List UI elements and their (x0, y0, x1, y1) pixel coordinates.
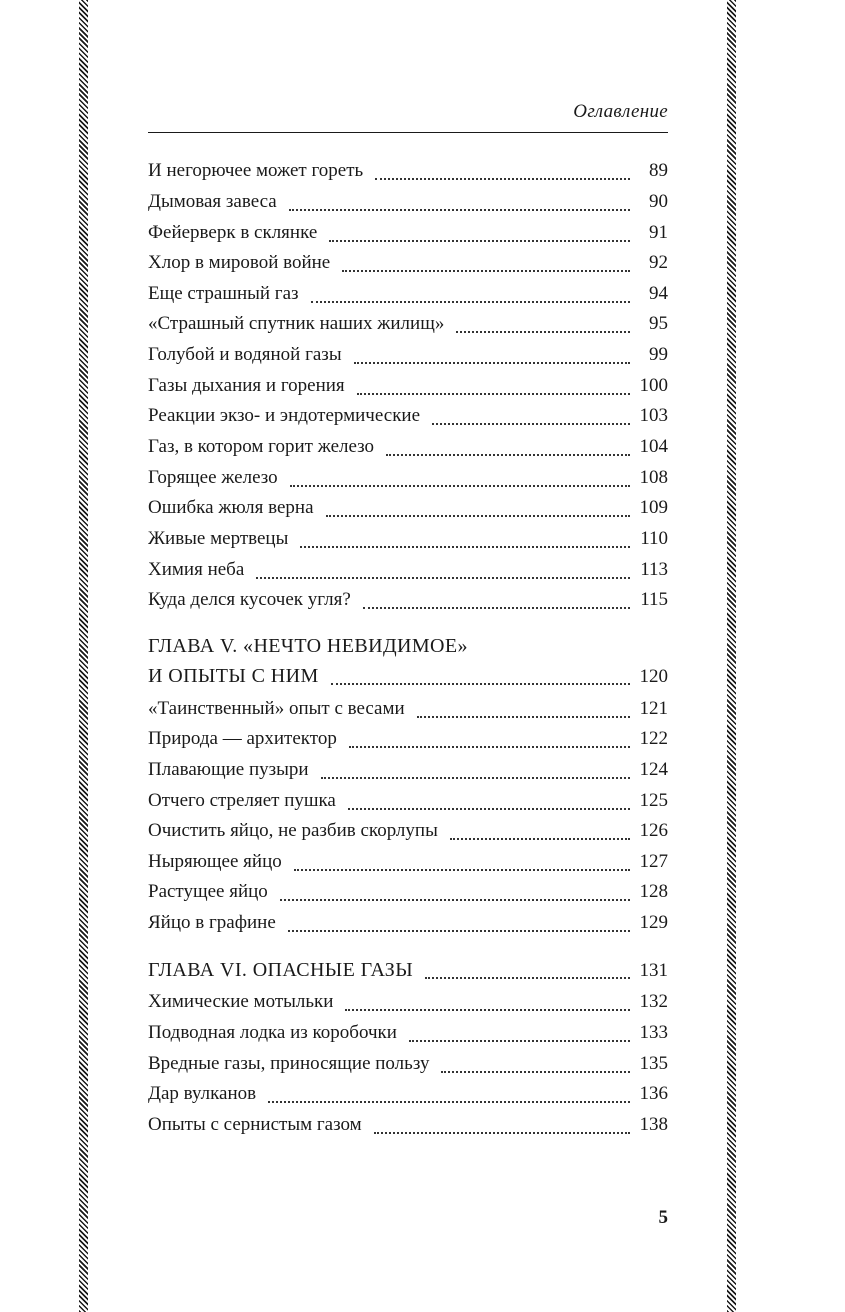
toc-entry[interactable] (148, 313, 668, 343)
dot-leader (294, 855, 630, 871)
toc-entry-page: 90 (649, 191, 668, 212)
toc-entry[interactable] (148, 559, 668, 589)
chapter-page: 120 (639, 666, 668, 687)
toc-entry-page: 113 (640, 559, 668, 580)
dot-leader (363, 593, 630, 609)
toc-entry[interactable] (148, 589, 668, 619)
toc-entry[interactable] (148, 283, 668, 313)
dot-leader (456, 317, 630, 333)
toc-entry-page: 91 (649, 222, 668, 243)
page-number: 5 (658, 1207, 668, 1228)
toc-entry-title: Газ, в котором горит железо (148, 436, 375, 457)
toc-entry-title: Растущее яйцо (148, 881, 268, 902)
toc-entry-page: 95 (649, 313, 668, 334)
toc-entry-title: Очистить яйцо, не разбив скорлупы (148, 820, 438, 841)
dot-leader (290, 471, 630, 487)
toc-entry[interactable] (148, 405, 668, 435)
toc-entry-page: 132 (639, 991, 668, 1012)
toc-entry[interactable] (148, 1053, 668, 1083)
dot-leader (348, 794, 630, 810)
dot-leader (386, 440, 629, 456)
toc-entry-page: 127 (639, 851, 668, 872)
dot-leader (311, 287, 630, 303)
toc-entry-title: Фейерверк в склянке (148, 222, 318, 243)
dot-leader (326, 501, 630, 517)
toc-entry[interactable] (148, 528, 668, 558)
toc-entry-page: 104 (639, 436, 668, 457)
toc-entry-page: 138 (639, 1114, 668, 1135)
dot-leader (268, 1087, 629, 1103)
toc-entry[interactable] (148, 728, 668, 758)
toc-entry-page: 109 (639, 497, 668, 518)
toc-entry-page: 122 (639, 728, 668, 749)
toc-entry-page: 103 (639, 405, 668, 426)
toc-entry-title: Реакции экзо- и эндотермические (148, 405, 421, 426)
toc-entry-page: 92 (649, 252, 668, 273)
toc-entry-page: 89 (649, 160, 668, 181)
dot-leader (417, 702, 630, 718)
toc-entry-title: Отчего стреляет пушка (148, 790, 336, 811)
dot-leader (432, 409, 629, 425)
toc-entry-page: 121 (639, 698, 668, 719)
dot-leader (256, 563, 630, 579)
dot-leader (342, 256, 630, 272)
toc-entry[interactable] (148, 497, 668, 527)
toc-entry[interactable] (148, 467, 668, 497)
dot-leader (409, 1026, 630, 1042)
chapter-page: 131 (639, 960, 668, 981)
toc-entry-title: Химические мотыльки (148, 991, 334, 1012)
toc-entry-page: 124 (639, 759, 668, 780)
toc-entry[interactable] (148, 252, 668, 282)
dot-leader (300, 532, 630, 548)
toc-entry-title: Голубой и водяной газы (148, 344, 342, 365)
toc-entry-title: Живые мертвецы (148, 528, 289, 549)
toc-entry-title: Ошибка жюля верна (148, 497, 314, 518)
toc-entry-page: 129 (639, 912, 668, 933)
toc-entry[interactable] (148, 820, 668, 850)
right-decorative-border (727, 0, 736, 1312)
toc-entry-page: 115 (640, 589, 668, 610)
toc-entry-title: Дар вулканов (148, 1083, 257, 1104)
toc-entry-page: 136 (639, 1083, 668, 1104)
toc-entry-title: Яйцо в графине (148, 912, 276, 933)
dot-leader (329, 226, 630, 242)
toc-entry[interactable] (148, 1083, 668, 1113)
toc-entry-title: Дымовая завеса (148, 191, 277, 212)
toc-entry[interactable] (148, 191, 668, 221)
toc-entry-page: 99 (649, 344, 668, 365)
toc-entry[interactable] (148, 759, 668, 789)
dot-leader (289, 195, 630, 211)
chapter-heading-title: ГЛАВА VI. ОПАСНЫЕ ГАЗЫ (148, 959, 414, 981)
toc-entry-title: Хлор в мировой войне (148, 252, 331, 273)
toc-entry[interactable] (148, 160, 668, 190)
dot-leader (288, 916, 630, 932)
toc-entry-page: 108 (639, 467, 668, 488)
dot-leader (374, 1118, 630, 1134)
dot-leader (354, 348, 630, 364)
toc-entry[interactable] (148, 790, 668, 820)
toc-entry-page: 110 (640, 528, 668, 549)
toc-entry[interactable] (148, 1022, 668, 1052)
toc-entry[interactable] (148, 375, 668, 405)
dot-leader (450, 824, 630, 840)
toc-entry-title: Еще страшный газ (148, 283, 299, 304)
toc-entry-page: 100 (639, 375, 668, 396)
toc-entry-title: Вредные газы, приносящие пользу (148, 1053, 430, 1074)
chapter-heading[interactable] (148, 959, 668, 989)
dot-leader (425, 963, 629, 979)
toc-entry-title: Подводная лодка из коробочки (148, 1022, 397, 1043)
toc-entry[interactable] (148, 222, 668, 252)
dot-leader (349, 732, 630, 748)
toc-entry[interactable] (148, 698, 668, 728)
dot-leader (331, 669, 630, 685)
toc-entry[interactable] (148, 436, 668, 466)
chapter-heading-line2: И ОПЫТЫ С НИМ (148, 665, 319, 687)
dot-leader (375, 164, 630, 180)
toc-entry-page: 125 (639, 790, 668, 811)
toc-entry[interactable] (148, 851, 668, 881)
toc-entry-title: «Страшный спутник наших жилищ» (148, 313, 445, 334)
toc-entry[interactable] (148, 991, 668, 1021)
toc-entry-title: Плавающие пузыри (148, 759, 309, 780)
toc-entry-title: Горящее железо (148, 467, 278, 488)
toc-entry-title: «Таинственный» опыт с весами (148, 698, 405, 719)
toc-entry-title: Куда делся кусочек угля? (148, 589, 351, 610)
dot-leader (280, 885, 630, 901)
dot-leader (321, 763, 630, 779)
toc-entry[interactable] (148, 344, 668, 374)
toc-entry-page: 94 (649, 283, 668, 304)
toc-entry[interactable] (148, 1114, 668, 1144)
left-decorative-border (79, 0, 88, 1312)
running-header: Оглавление (573, 101, 668, 122)
toc-entry-title: И негорючее может гореть (148, 160, 364, 181)
toc-entry-title: Ныряющее яйцо (148, 851, 282, 872)
toc-entry-title: Природа — архитектор (148, 728, 337, 749)
toc-entry-title: Газы дыхания и горения (148, 375, 345, 396)
toc-entry[interactable] (148, 881, 668, 911)
toc-entry[interactable] (148, 912, 668, 942)
toc-entry-title: Химия неба (148, 559, 245, 580)
toc-entry-page: 126 (639, 820, 668, 841)
toc-entry-page: 135 (639, 1053, 668, 1074)
toc-entry-page: 128 (639, 881, 668, 902)
toc-entry-page: 133 (639, 1022, 668, 1043)
dot-leader (357, 379, 630, 395)
header-rule (148, 132, 668, 133)
chapter-heading[interactable] (148, 665, 668, 695)
dot-leader (345, 995, 629, 1011)
dot-leader (441, 1057, 629, 1073)
toc-entry-title: Опыты с сернистым газом (148, 1114, 362, 1135)
chapter-heading-line1[interactable]: ГЛАВА V. «НЕЧТО НЕВИДИМОЕ» (148, 635, 468, 657)
